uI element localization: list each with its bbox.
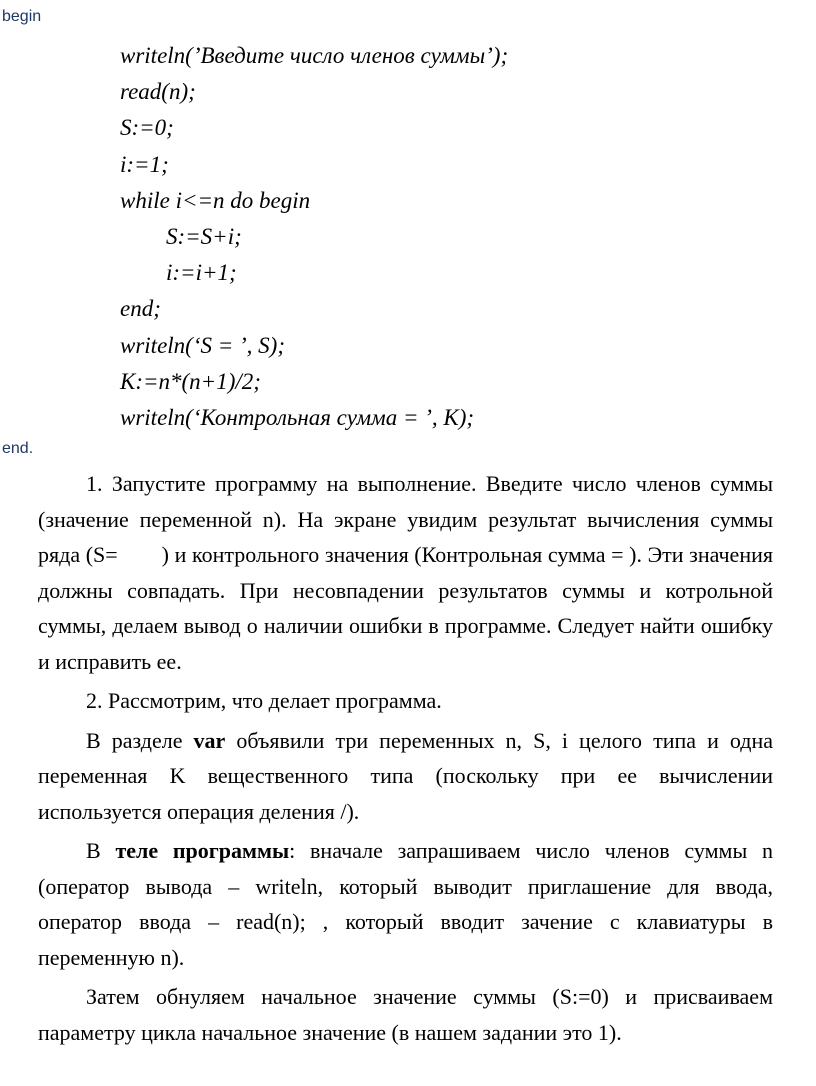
code-line: read(n); — [120, 79, 196, 105]
paragraph-5: Затем обнуляем начальное значение суммы (S:=0) и присваиваем параметру цикла начальное значение (в нашем задании это 1). — [38, 984, 773, 1045]
paragraph-3 — [38, 723, 773, 830]
code-line: writeln(‘S = ’, S); — [120, 332, 285, 358]
paragraph-4 — [38, 833, 773, 975]
end-keyword: end. — [2, 440, 34, 457]
begin-keyword: begin — [2, 8, 42, 25]
code-line: writeln(’Введите число членов суммы’); — [120, 43, 509, 68]
code-line: writeln(‘Контрольная сумма = ’, K); — [120, 405, 475, 431]
code-line: while i<=n do begin — [120, 187, 311, 213]
code-line: K:=n*(n+1)/2; — [120, 368, 261, 394]
paragraph-1-part-b: ) и контрольного значения (Контрольная сумма = ). Эти значения должны совпадать. При несовпадении результатов суммы и котрольной суммы, делаем вывод о наличии ошибки в программе. Следует найти ошибку и исправить ее. — [38, 542, 773, 674]
paragraph-4-part-b: : вначале запрашиваем число членов суммы n (оператор вывода – writeln, который выводит приглашение для ввода, оператор ввода – read(n); , который вводит зачение с клавиатуры в переменную n). — [38, 838, 773, 970]
paragraph-3-keyword: var — [193, 727, 226, 753]
code-block — [120, 38, 508, 436]
paragraph-1-part-a: 1. Запустите программу на выполнение. Введите число членов суммы (значение переменной n). На экране увидим результат вычисления суммы ряда (S= — [38, 471, 773, 567]
code-line: i:=1; — [120, 151, 169, 177]
code-line: S:=0; — [120, 115, 174, 141]
paragraph-4-part-a: В — [86, 838, 116, 863]
code-line: end; — [120, 296, 161, 322]
code-line: S:=S+i; — [166, 224, 242, 250]
paragraph-2: 2. Рассмотрим, что делает программа. — [86, 688, 442, 713]
paragraph-1 — [38, 466, 773, 679]
paragraph-4-keyword: теле программы — [115, 838, 290, 863]
paragraph-3-part-a: В разделе — [86, 727, 194, 753]
code-line: i:=i+1; — [166, 260, 237, 286]
paragraph-3-part-b: объявили три переменных n, S, i целого типа и одна переменная K вещественного типа (поскольку при ее вычислении используется операция деления /). — [38, 727, 773, 824]
body-text — [38, 466, 773, 1054]
